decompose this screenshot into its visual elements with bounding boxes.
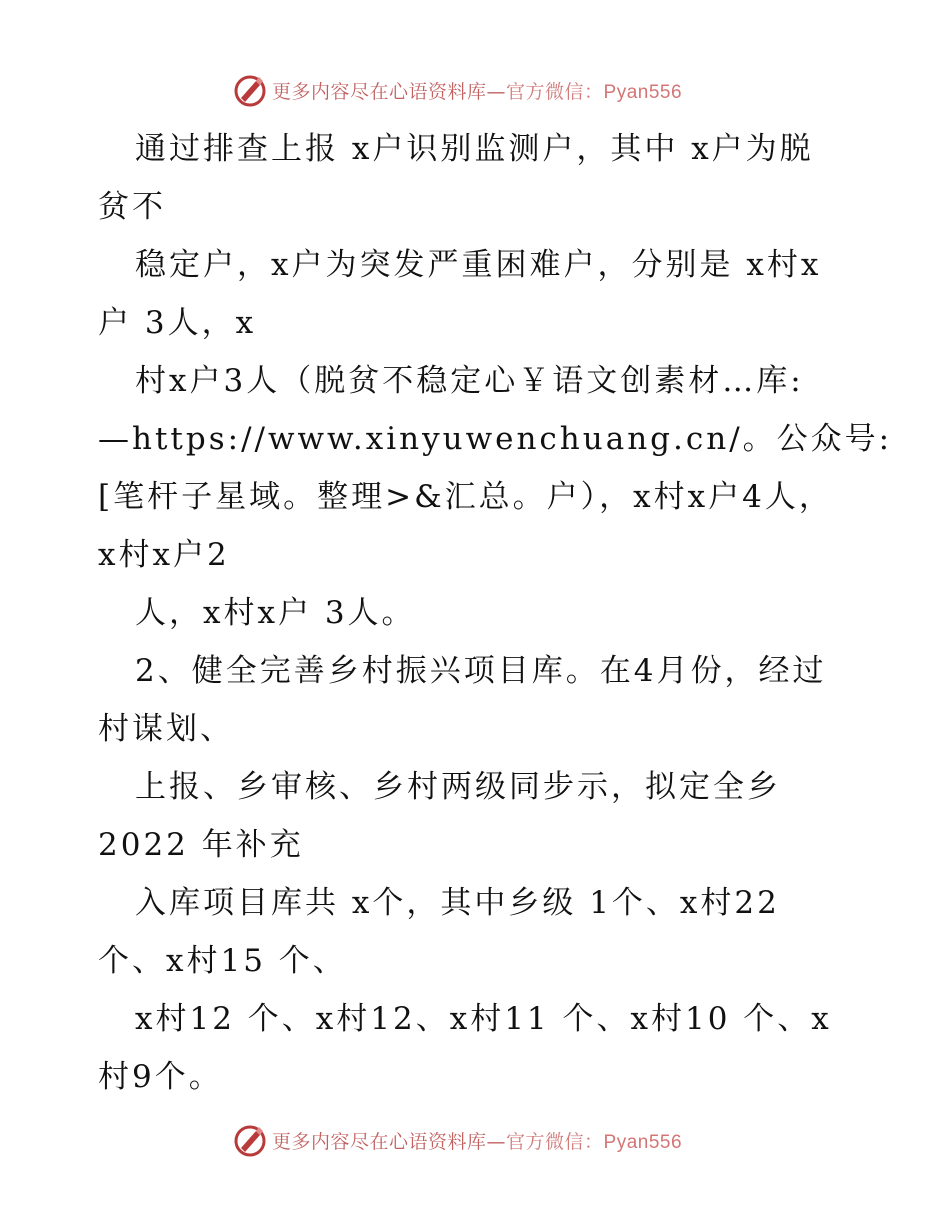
text-line: 稳定户，x户为突发严重困难户，分别是 x村x bbox=[135, 247, 822, 283]
text-line: 2022 年补充 bbox=[98, 827, 304, 863]
pen-logo-icon bbox=[232, 72, 268, 108]
text-line: —https://www.xinyuwenchuang.cn/。公众号: bbox=[98, 421, 893, 457]
text-line: 村谋划、 bbox=[98, 711, 234, 747]
header-text bbox=[272, 77, 682, 104]
footer-dash: — bbox=[486, 1130, 507, 1153]
text-line: 入库项目库共 x个，其中乡级 1个、x村22 bbox=[135, 885, 780, 921]
pen-logo-icon bbox=[232, 1122, 268, 1158]
footer-banner bbox=[232, 1120, 682, 1160]
text-line: 人，x村x户 3人。 bbox=[135, 595, 416, 631]
text-line: 2、健全完善乡村振兴项目库。在4月份，经过 bbox=[135, 653, 827, 689]
text-line: 个、x村15 个、 bbox=[98, 943, 347, 979]
text-line: [笔杆子星域。整理>&汇总。户），x村x户4人， bbox=[98, 479, 833, 515]
footer-brand: 更多内容尽在心语资料库 bbox=[272, 1130, 487, 1153]
header-brand: 更多内容尽在心语资料库 bbox=[272, 80, 487, 103]
footer-wechat-id: Pyan556 bbox=[603, 1131, 683, 1153]
text-line: 上报、乡审核、乡村两级同步示，拟定全乡 bbox=[135, 769, 781, 805]
text-line: 户 3人，x bbox=[98, 305, 257, 341]
header-dash: — bbox=[486, 80, 507, 103]
text-line: x村12 个、x村12、x村11 个、x村10 个、x bbox=[135, 1001, 832, 1037]
text-line: 通过排查上报 x户识别监测户，其中 x户为脱 bbox=[135, 131, 814, 167]
footer-text bbox=[272, 1127, 682, 1154]
header-wechat-id: Pyan556 bbox=[603, 81, 683, 103]
text-line: 村9个。 bbox=[98, 1059, 223, 1095]
header-wechat-label: 官方微信： bbox=[506, 80, 604, 103]
text-line: x村x户2 bbox=[98, 537, 230, 573]
text-line: 贫不 bbox=[98, 189, 166, 225]
footer-wechat-label: 官方微信： bbox=[506, 1130, 604, 1153]
header-banner bbox=[232, 70, 682, 110]
document-body bbox=[98, 120, 893, 1106]
text-line: 村x户3人（脱贫不稳定心￥语文创素材…库: bbox=[135, 363, 804, 399]
